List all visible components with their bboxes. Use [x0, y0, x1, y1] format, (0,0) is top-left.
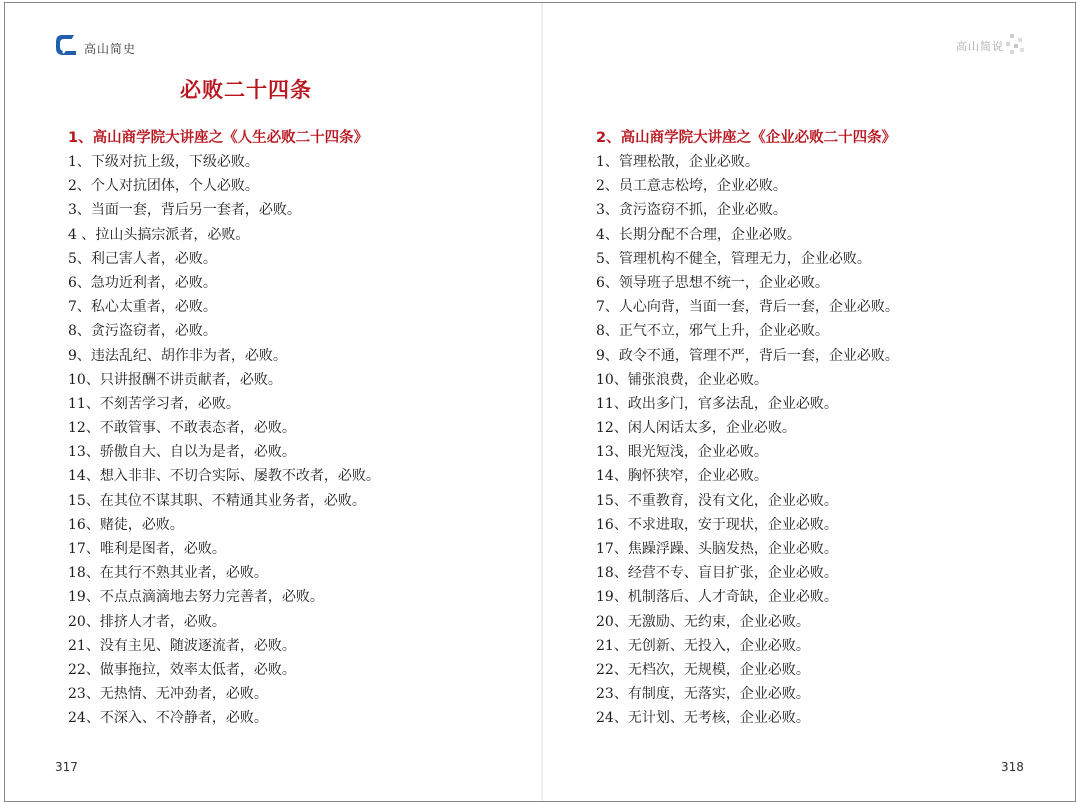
page-number-right: 318 — [1001, 760, 1024, 774]
list-item: 16、赌徒，必败。 — [68, 516, 184, 533]
list-item: 19、不点点滴滴地去努力完善者，必败。 — [68, 589, 324, 606]
list-item: 11、不刻苦学习者，必败。 — [68, 395, 240, 412]
list-item: 3、当面一套，背后另一套者，必败。 — [68, 202, 301, 219]
list-item: 8、贪污盗窃者，必败。 — [68, 323, 217, 340]
list-item: 19、机制落后、人才奇缺，企业必败。 — [596, 589, 838, 606]
header-book-title: 高山简史 — [84, 42, 137, 56]
list-item: 3、贪污盗窃不抓，企业必败。 — [596, 202, 787, 219]
list-item: 22、无档次，无规模，企业必败。 — [596, 661, 810, 678]
dot-pattern-icon — [1004, 32, 1026, 56]
list-item: 20、排挤人才者，必败。 — [68, 613, 226, 630]
enterprise-failure-list — [596, 150, 1056, 731]
section-heading-life: 1、高山商学院大讲座之《人生必败二十四条》 — [68, 130, 369, 146]
list-item: 13、骄傲自大、自以为是者，必败。 — [68, 444, 296, 461]
list-item: 2、员工意志松垮，企业必败。 — [596, 178, 787, 195]
list-item: 16、不求进取，安于现状，企业必败。 — [596, 516, 838, 533]
list-item: 14、胸怀狭窄，企业必败。 — [596, 468, 768, 485]
list-item: 23、无热情、无冲劲者，必败。 — [68, 686, 268, 703]
list-item: 15、在其位不谋其职、不精通其业务者，必败。 — [68, 492, 366, 509]
list-item: 1、下级对抗上级，下级必败。 — [68, 154, 259, 170]
list-item: 7、私心太重者，必败。 — [68, 299, 217, 316]
list-item: 4 、拉山头搞宗派者，必败。 — [68, 226, 250, 243]
brand-logo-icon — [54, 34, 78, 56]
list-item: 17、焦躁浮躁、头脑发热，企业必败。 — [596, 541, 838, 557]
list-item: 9、政令不通，管理不严，背后一套，企业必败。 — [596, 347, 899, 364]
list-item: 21、没有主见、随波逐流者，必败。 — [68, 637, 296, 654]
list-item: 7、人心向背，当面一套，背后一套，企业必败。 — [596, 299, 899, 316]
page-number-left: 317 — [55, 760, 78, 774]
header-series-title: 高山简说 — [956, 40, 1004, 53]
list-item: 14、想入非非、不切合实际、屡教不改者，必败。 — [68, 468, 380, 485]
list-item: 24、无计划、无考核，企业必败。 — [596, 710, 810, 727]
list-item: 22、做事拖拉，效率太低者，必败。 — [68, 661, 296, 678]
list-item: 20、无激励、无约束，企业必败。 — [596, 613, 810, 630]
list-item: 17、唯利是图者，必败。 — [68, 541, 226, 557]
list-item: 1、管理松散，企业必败。 — [596, 154, 759, 170]
list-item: 23、有制度，无落实，企业必败。 — [596, 686, 810, 703]
section-heading-enterprise: 2、高山商学院大讲座之《企业必败二十四条》 — [596, 130, 897, 146]
list-item: 15、不重教育，没有文化，企业必败。 — [596, 492, 838, 509]
life-failure-list — [68, 150, 528, 731]
list-item: 8、正气不立，邪气上升，企业必败。 — [596, 323, 829, 340]
list-item: 5、管理机构不健全，管理无力，企业必败。 — [596, 250, 871, 267]
list-item: 10、铺张浪费，企业必败。 — [596, 371, 768, 388]
list-item: 6、领导班子思想不统一，企业必败。 — [596, 274, 829, 291]
right-column — [596, 126, 1056, 731]
list-item: 9、违法乱纪、胡作非为者，必败。 — [68, 347, 287, 364]
list-item: 18、经营不专、盲目扩张，企业必败。 — [596, 565, 838, 582]
list-item: 12、不敢管事、不敢表态者，必败。 — [68, 420, 296, 437]
list-item: 13、眼光短浅，企业必败。 — [596, 444, 768, 461]
list-item: 11、政出多门，官多法乱，企业必败。 — [596, 395, 838, 412]
list-item: 10、只讲报酬不讲贡献者，必败。 — [68, 371, 282, 388]
list-item: 6、急功近利者，必败。 — [68, 274, 217, 291]
list-item: 24、不深入、不冷静者，必败。 — [68, 710, 268, 727]
page-gutter — [541, 3, 543, 801]
list-item: 4、长期分配不合理，企业必败。 — [596, 226, 801, 243]
list-item: 21、无创新、无投入，企业必败。 — [596, 637, 810, 654]
list-item: 2、个人对抗团体，个人必败。 — [68, 178, 259, 195]
list-item: 5、利己害人者，必败。 — [68, 250, 217, 267]
list-item: 18、在其行不熟其业者，必败。 — [68, 565, 268, 582]
left-column — [68, 126, 528, 731]
list-item: 12、闲人闲话太多，企业必败。 — [596, 420, 796, 437]
page-title: 必败二十四条 — [180, 78, 312, 102]
